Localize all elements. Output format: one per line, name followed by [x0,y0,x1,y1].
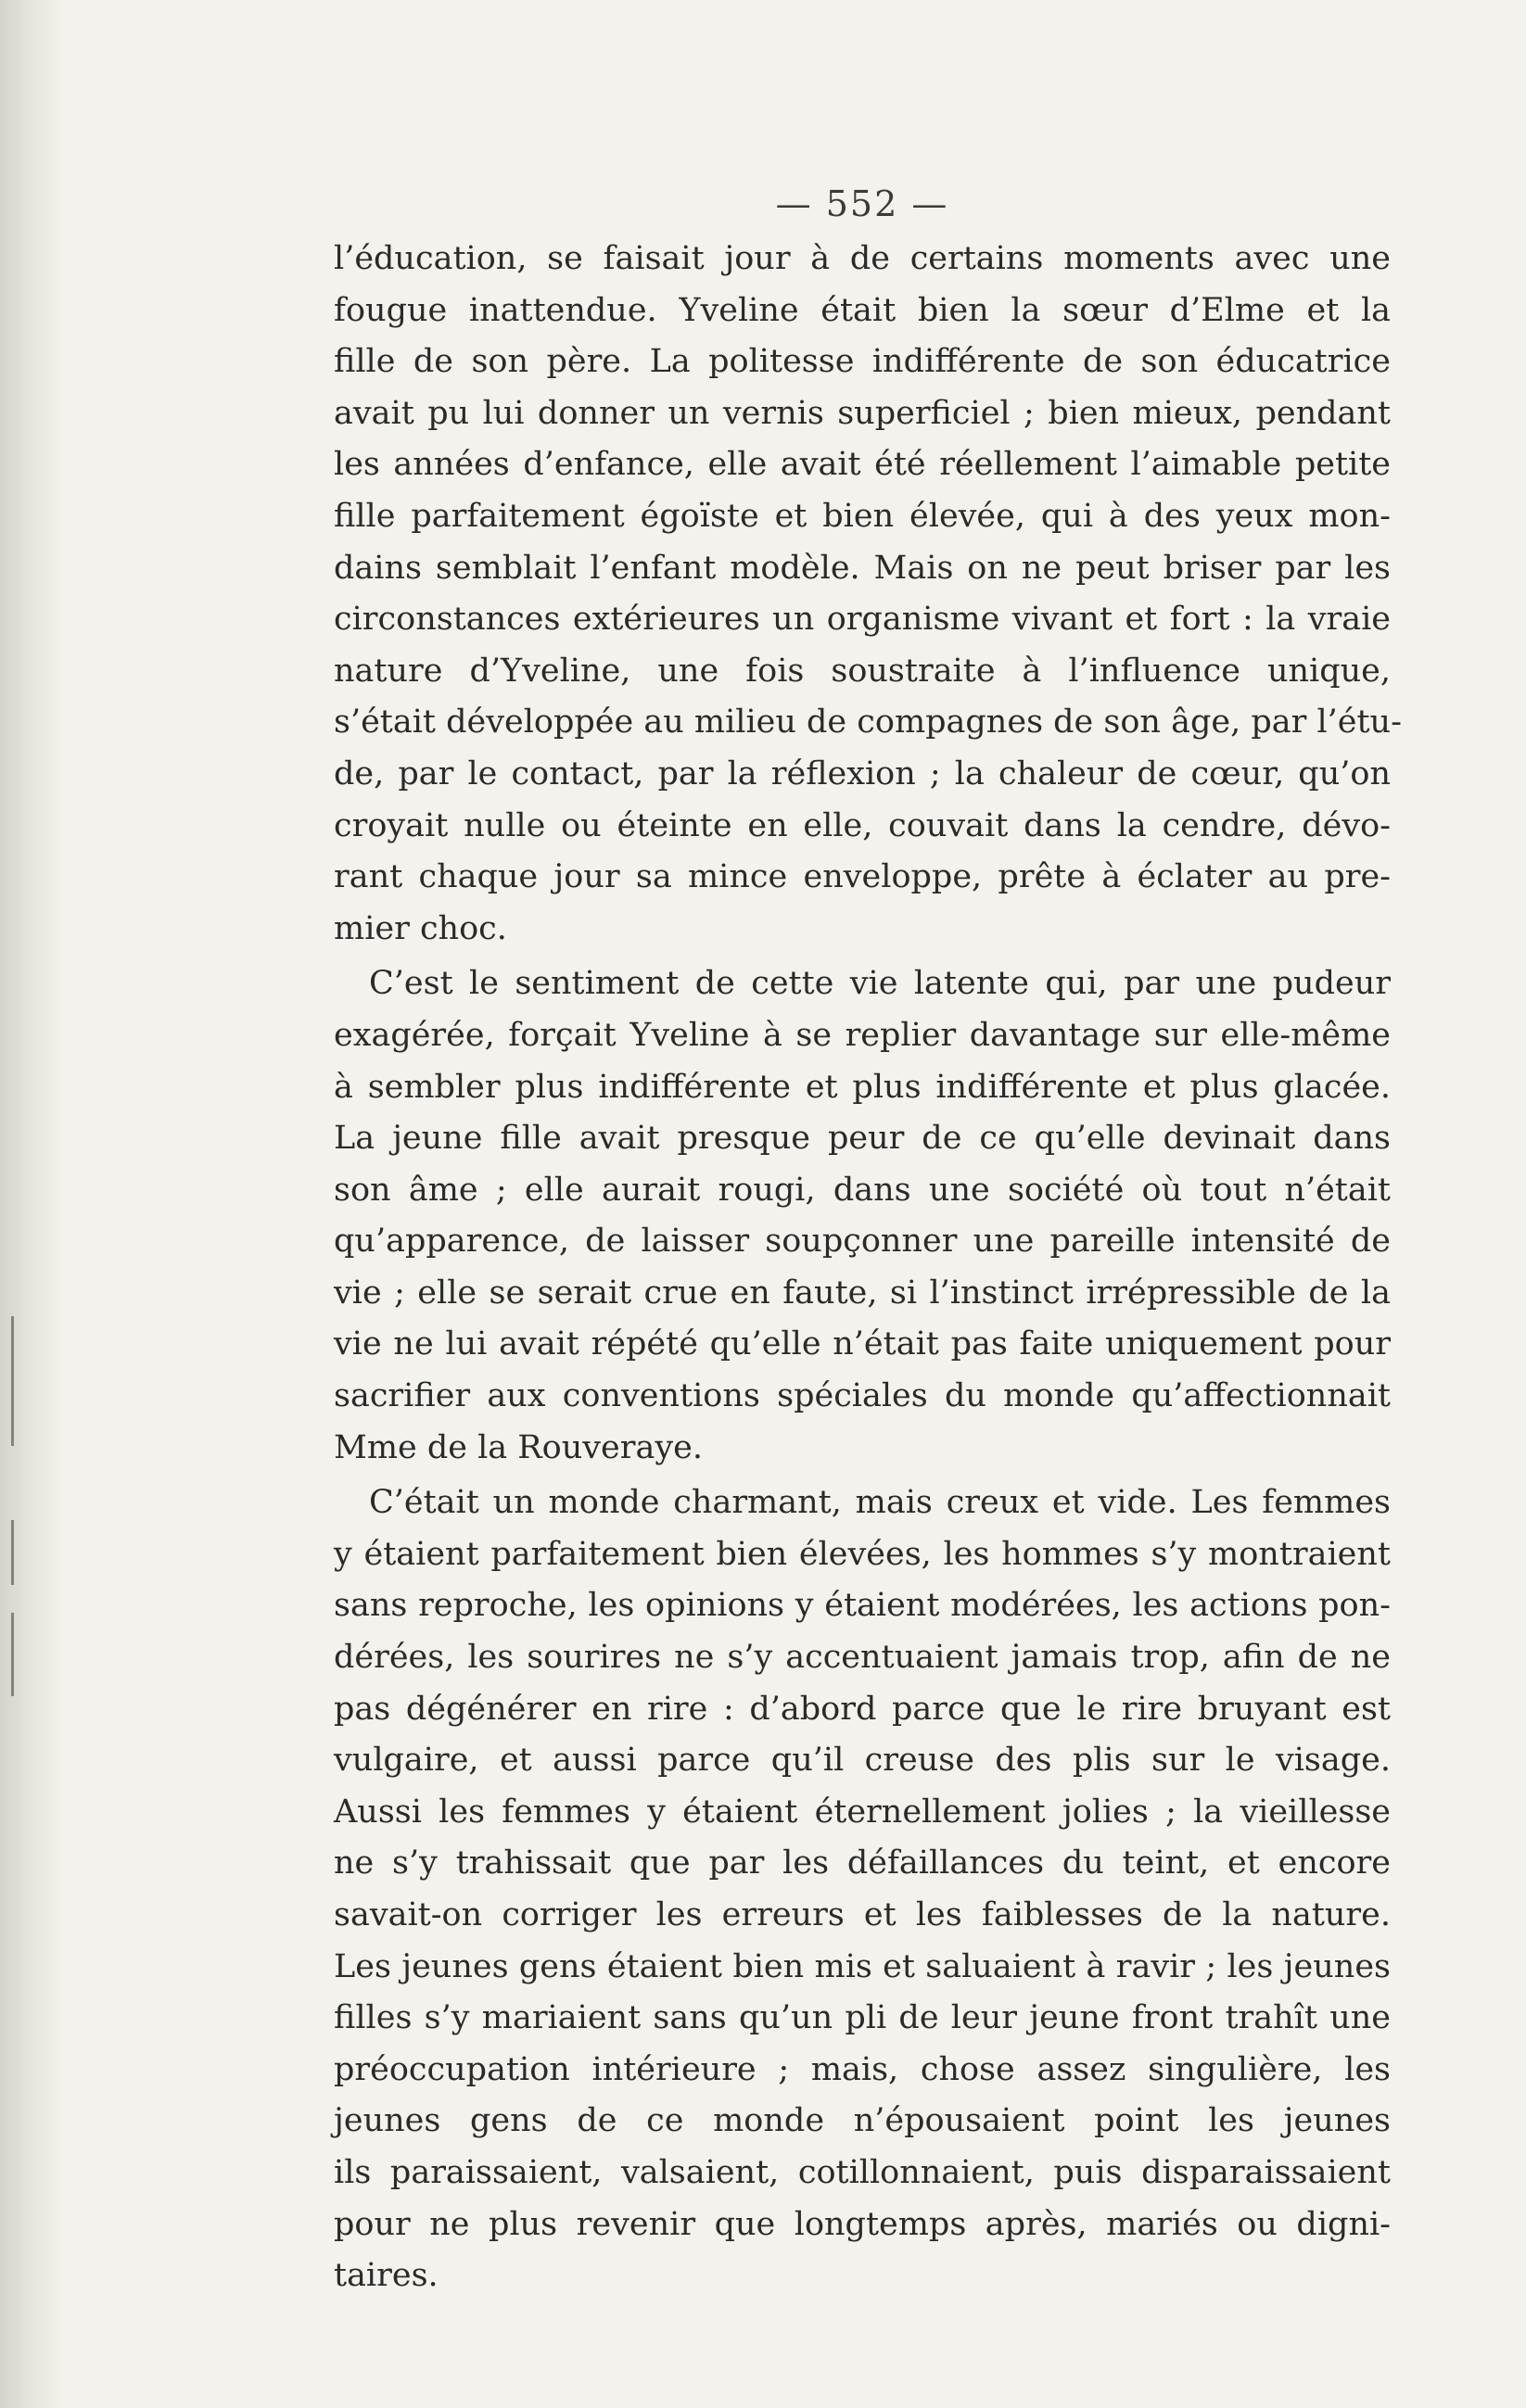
text-line: jeunes gens de ce monde n’épousaient point les jeunes [334,2102,1391,2140]
text-line: sans reproche, les opinions y étaient modérées, les actions pon- [334,1587,1391,1625]
text-line: vulgaire, et aussi parce qu’il creuse des plis sur le visage. [334,1742,1391,1780]
text-line: dérées, les sourires ne s’y accentuaient jamais trop, afin de ne [334,1639,1391,1677]
text-line: C’était un monde charmant, mais creux et vide. Les femmes [369,1484,1391,1522]
text-line: fille de son père. La politesse indifférente de son éducatrice [334,343,1391,381]
text-line: qu’apparence, de laisser soupçonner une pareille intensité de [334,1223,1391,1261]
text-line: s’était développée au milieu de compagnes de son âge, par l’étu- [334,703,1402,741]
text-line: mier choc. [334,909,507,947]
text-line: rant chaque jour sa mince enveloppe, prête à éclater au pre- [334,858,1391,896]
text-line: nature d’Yveline, une fois soustraite à l’influence unique, [334,652,1391,690]
text-line: savait-on corriger les erreurs et les faiblesses de la nature. [334,1896,1391,1933]
text-line: vie ; elle se serait crue en faute, si l’instinct irrépressible de la [334,1274,1391,1312]
text-line: Aussi les femmes y étaient éternellement jolies ; la vieillesse [334,1793,1391,1831]
text-line: les années d’enfance, elle avait été réellement l’aimable petite [334,446,1391,484]
text-line: l’éducation, se faisait jour à de certains moments avec une [334,240,1391,277]
scan-mark [11,1520,14,1585]
text-line: C’est le sentiment de cette vie latente qui, par une pudeur [369,965,1391,1003]
binding-gutter [0,0,65,2408]
text-line: y étaient parfaitement bien élevées, les hommes s’y montraient [334,1535,1391,1573]
text-block [334,176,1402,2302]
paragraph [334,958,1391,1474]
text-line: ils paraissaient, valsaient, cotillonnaient, puis disparaissaient [334,2153,1391,2191]
text-line: préoccupation intérieure ; mais, chose assez singulière, les [334,2050,1391,2088]
text-line: fougue inattendue. Yveline était bien la sœur d’Elme et la [334,291,1391,329]
paragraph [334,234,1402,955]
text-line: ne s’y trahissait que par les défaillances du teint, et encore [334,1844,1391,1882]
text-line: pour ne plus revenir que longtemps après, mariés ou digni- [334,2205,1391,2243]
scan-mark [11,1316,14,1446]
text-line: vie ne lui avait répété qu’elle n’était pas faite uniquement pour [334,1325,1391,1363]
body-text [334,234,1402,2302]
text-line: La jeune fille avait presque peur de ce qu’elle devinait dans [334,1120,1391,1158]
text-line: croyait nulle ou éteinte en elle, couvait dans la cendre, dévo- [334,806,1391,844]
text-line: Les jeunes gens étaient bien mis et saluaient à ravir ; les jeunes [334,1947,1391,1985]
text-line: taires. [334,2257,439,2295]
text-line: filles s’y mariaient sans qu’un pli de leur jeune front trahît une [334,1999,1391,2037]
text-line: dains semblait l’enfant modèle. Mais on ne peut briser par les [334,549,1391,587]
scan-mark [11,1613,14,1696]
text-line: à sembler plus indifférente et plus indifférente et plus glacée. [334,1068,1391,1106]
text-line: avait pu lui donner un vernis superficiel ; bien mieux, pendant [334,394,1391,432]
text-line: sacrifier aux conventions spéciales du monde qu’affectionnait [334,1377,1391,1415]
text-line: son âme ; elle aurait rougi, dans une société où tout n’était [334,1171,1391,1209]
text-line: exagérée, forçait Yveline à se replier davantage sur elle-même [334,1016,1391,1054]
text-line: circonstances extérieures un organisme vivant et fort : la vraie [334,601,1391,639]
page-number: — 552 — [775,184,949,224]
text-line: fille parfaitement égoïste et bien élevée, qui à des yeux mon- [334,497,1391,535]
text-line: de, par le contact, par la réflexion ; la chaleur de cœur, qu’on [334,754,1391,792]
text-line: Mme de la Rouveraye. [334,1428,703,1466]
text-line: pas dégénérer en rire : d’abord parce que le rire bruyant est [334,1690,1391,1728]
paragraph [334,1477,1391,2302]
